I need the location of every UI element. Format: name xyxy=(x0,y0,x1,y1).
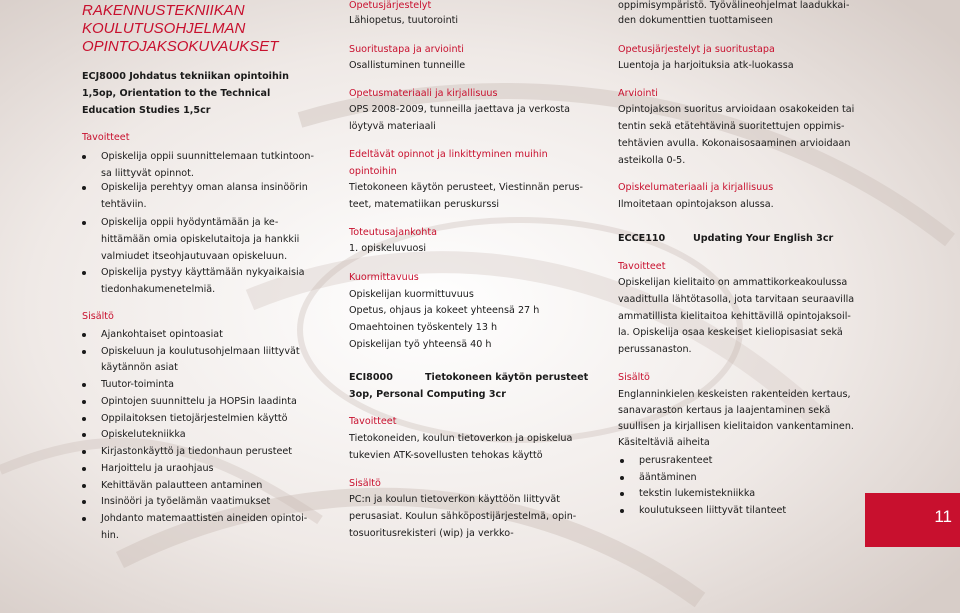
doc-title-line-1: RAKENNUSTEKNIIKAN xyxy=(82,2,245,19)
content-line: käytännön asiat xyxy=(101,362,178,373)
objective-line: tehtäviin. xyxy=(101,199,147,210)
course-credits: 3op, Personal Computing 3cr xyxy=(349,389,506,400)
text-line: teet, matematiikan peruskurssi xyxy=(349,199,499,210)
sisalto-heading: Sisältö xyxy=(349,478,381,489)
text-line: perusasiat. Koulun sähköpostijärjestelmä, opin- xyxy=(349,511,577,522)
kuormittavuus-heading: Kuormittavuus xyxy=(349,272,419,283)
content-line: Opiskeluun ja koulutusohjelmaan liittyvät xyxy=(101,346,300,357)
objective-line: Opiskelija perehtyy oman alansa insinöörin xyxy=(101,182,308,193)
topic-item: ääntäminen xyxy=(639,472,697,483)
sisalto-heading: Sisältö xyxy=(82,311,114,322)
bullet-icon xyxy=(82,221,86,225)
tavoitteet-heading: Tavoitteet xyxy=(82,132,130,143)
text-line: la. Opiskelija osaa keskeiset kieliopisasiat sekä xyxy=(618,327,843,338)
text-line: Luentoja ja harjoituksia atk-luokassa xyxy=(618,60,794,71)
bullet-icon xyxy=(620,459,624,463)
bullet-icon xyxy=(82,155,86,159)
topic-item: tekstin lukemistekniikka xyxy=(639,488,756,499)
text-line: OPS 2008-2009, tunneilla jaettava ja verkosta xyxy=(349,104,570,115)
content-line: Tuutor-toiminta xyxy=(101,379,175,390)
text-line: Käsiteltäviä aiheita xyxy=(618,437,710,448)
objective-line: sa liittyvät opinnot. xyxy=(101,168,194,179)
course-name: Updating Your English 3cr xyxy=(693,233,834,244)
text-line: tukevien ATK-sovellusten tehokas käyttö xyxy=(349,450,543,461)
bullet-icon xyxy=(620,509,624,513)
course-name: Tietokoneen käytön perusteet xyxy=(425,372,589,383)
bullet-icon xyxy=(82,433,86,437)
bullet-icon xyxy=(82,517,86,521)
text-line: Opiskelijan kielitaito on ammattikorkeakoulussa xyxy=(618,277,848,288)
opetusjarjestelyt-heading: Opetusjärjestelyt xyxy=(349,0,432,11)
objective-line: hittämään omia opiskelutaitoja ja hankkii xyxy=(101,234,300,245)
objective-line: Opiskelija pystyy käyttämään nykyaikaisia xyxy=(101,267,305,278)
tavoitteet-heading: Tavoitteet xyxy=(349,416,397,427)
text-line: suullisen ja kirjallisen kielitaidon vankentaminen. xyxy=(618,421,854,432)
text-line: ammatillista kielitaitoa kehittävillä opintojaksoil- xyxy=(618,311,851,322)
page-number: 11 xyxy=(934,507,952,526)
text-line: Opiskelijan työ yhteensä 40 h xyxy=(349,339,492,350)
course-title-line: 1,5op, Orientation to the Technical xyxy=(82,88,271,99)
doc-title-line-2: KOULUTUSOHJELMAN xyxy=(82,20,246,37)
content-line: Johdanto matemaattisten aineiden opintoi- xyxy=(101,513,308,524)
content-line: Insinööri ja työelämän vaatimukset xyxy=(101,496,271,507)
content-line: Opiskelutekniikka xyxy=(101,429,186,440)
text-line: asteikolla 0-5. xyxy=(618,155,686,166)
text-line: Omaehtoinen työskentely 13 h xyxy=(349,322,498,333)
text-line: 1. opiskeluvuosi xyxy=(349,243,426,254)
content-line: Kehittävän palautteen antaminen xyxy=(101,480,263,491)
topic-item: koulutukseen liittyvät tilanteet xyxy=(639,505,787,516)
bullet-icon xyxy=(82,484,86,488)
bullet-icon xyxy=(620,492,624,496)
course-title-line: ECJ8000 Johdatus tekniikan opintoihin xyxy=(82,71,289,82)
bullet-icon xyxy=(82,333,86,337)
tavoitteet-heading: Tavoitteet xyxy=(618,261,666,272)
objective-line: tiedonhakumenetelmiä. xyxy=(101,284,216,295)
text-line: sanavaraston kertaus ja laajentaminen sekä xyxy=(618,405,831,416)
text-line: tentin sekä etätehtävinä suoritettujen oppimis- xyxy=(618,121,845,132)
text-line: Opiskelijan kuormittuvuus xyxy=(349,289,474,300)
opetusmateriaali-heading: Opetusmateriaali ja kirjallisuus xyxy=(349,88,498,99)
edeltavat-heading: Edeltävät opinnot ja linkittyminen muihin xyxy=(349,149,548,160)
text-line: Ilmoitetaan opintojakson alussa. xyxy=(618,199,774,210)
text-line: Englanninkielen keskeisten rakenteiden kertaus, xyxy=(618,389,851,400)
text-line: Tietokoneiden, koulun tietoverkon ja opiskelua xyxy=(349,433,573,444)
content-line: Opintojen suunnittelu ja HOPSin laadinta xyxy=(101,396,297,407)
course-title-line: Education Studies 1,5cr xyxy=(82,105,211,116)
bullet-icon xyxy=(82,417,86,421)
page-number-box xyxy=(865,493,960,547)
content-line: Harjoittelu ja uraohjaus xyxy=(101,463,214,474)
edeltavat-heading: opintoihin xyxy=(349,166,397,177)
opetusjarjestelyt-heading: Opetusjärjestelyt ja suoritustapa xyxy=(618,44,775,55)
text-line: oppimisympäristö. Työvälineohjelmat laadukkai- xyxy=(618,0,850,11)
text-line: Lähiopetus, tuutorointi xyxy=(349,15,459,26)
bullet-icon xyxy=(82,350,86,354)
text-line: Tietokoneen käytön perusteet, Viestinnän perus- xyxy=(349,182,584,193)
course-code: ECI8000 xyxy=(349,372,393,383)
text-line: tehtävien avulla. Kokonaisosaaminen arvioidaan xyxy=(618,138,851,149)
objective-line: Opiskelija oppii hyödyntämään ja ke- xyxy=(101,217,279,228)
opiskelumateriaali-heading: Opiskelumateriaali ja kirjallisuus xyxy=(618,182,774,193)
bullet-icon xyxy=(82,186,86,190)
bullet-icon xyxy=(82,500,86,504)
text-line: Opintojakson suoritus arvioidaan osakokeiden tai xyxy=(618,104,855,115)
bullet-icon xyxy=(82,450,86,454)
topic-item: perusrakenteet xyxy=(639,455,713,466)
objective-line: Opiskelija oppii suunnittelemaan tutkintoon- xyxy=(101,151,314,162)
content-line: Kirjastonkäyttö ja tiedonhaun perusteet xyxy=(101,446,293,457)
text-line: löytyvä materiaali xyxy=(349,121,436,132)
content-line: hin. xyxy=(101,530,119,541)
course-code: ECCE110 xyxy=(618,233,666,244)
content-line: Ajankohtaiset opintoasiat xyxy=(101,329,223,340)
bullet-icon xyxy=(82,271,86,275)
bullet-icon xyxy=(82,400,86,404)
toteutusajankohta-heading: Toteutusajankohta xyxy=(349,227,437,238)
text-line: tosuoritusrekisteri (wip) ja verkko- xyxy=(349,528,514,539)
bullet-icon xyxy=(620,476,624,480)
bullet-icon xyxy=(82,383,86,387)
content-line: Oppilaitoksen tietojärjestelmien käyttö xyxy=(101,413,288,424)
arviointi-heading: Arviointi xyxy=(618,88,658,99)
sisalto-heading: Sisältö xyxy=(618,372,650,383)
text-line: den dokumenttien tuottamiseen xyxy=(618,15,773,26)
text-line: Opetus, ohjaus ja kokeet yhteensä 27 h xyxy=(349,305,540,316)
text-line: Osallistuminen tunneille xyxy=(349,60,466,71)
doc-title-line-3: OPINTOJAKSOKUVAUKSET xyxy=(82,38,279,55)
text-line: vaadittulla lähtötasolla, jota tarvitaan seuraavilla xyxy=(618,294,855,305)
suoritustapa-heading: Suoritustapa ja arviointi xyxy=(349,44,464,55)
bullet-icon xyxy=(82,467,86,471)
text-line: PC:n ja koulun tietoverkon käyttöön liittyvät xyxy=(349,494,561,505)
objective-line: valmiudet itseohjautuvaan opiskeluun. xyxy=(101,251,288,262)
text-line: perussanaston. xyxy=(618,344,692,355)
